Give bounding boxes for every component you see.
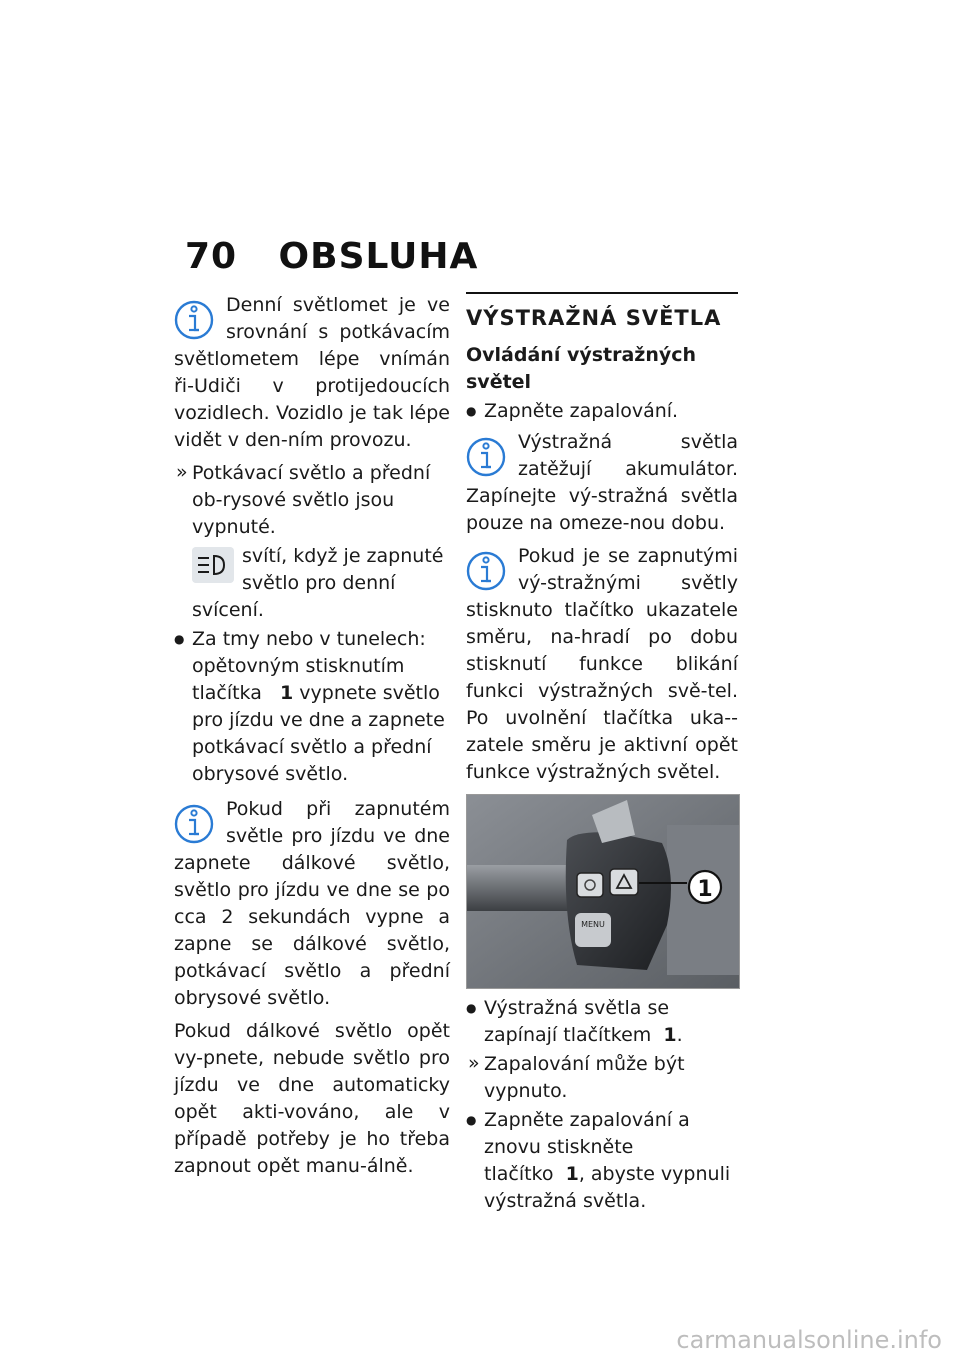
note-text: Výstražná světla zatěžují akumulátor. Zapínejte vý-stražná světla pouze na omeze-nou dobu.	[466, 431, 738, 534]
daytime-running-light-icon	[192, 547, 234, 583]
instruction-line: ● Za tmy nebo v tunelech:	[192, 628, 426, 650]
instruction-line: vypnete světlo	[299, 682, 440, 704]
section-title: VÝSTRAŽNÁ SVĚTLA	[466, 306, 722, 330]
indicator-text: svítí, když je zapnuté světlo pro denní svícení.	[192, 545, 444, 621]
info-icon	[466, 433, 510, 481]
result-item	[174, 460, 450, 541]
section-divider	[466, 292, 738, 294]
instruction-text: , abyste vypnuli výstražná světla.	[484, 1163, 731, 1212]
info-icon	[174, 296, 218, 344]
instruction-line: tlačítka	[192, 682, 262, 704]
button-reference: 1	[279, 682, 294, 704]
photo-callout-1: 1	[697, 877, 713, 902]
page-number: 70	[185, 236, 238, 277]
info-note	[174, 292, 450, 454]
result-item	[466, 1051, 738, 1105]
left-column	[174, 292, 450, 1180]
menu-label: MENU	[581, 920, 605, 929]
result-text: Zapalování může být vypnuto.	[484, 1053, 685, 1102]
note-text: Pokud je se zapnutými vý-stražnými světly stisknuto tlačítko ukazatele směru, na-hradí po dobu stisknutí funkce blikání funkci výstražných svě-tel. Po uvolnění tlačítka uka-zatele směru je aktivní opět funkce výstražných světel.	[466, 545, 738, 783]
watermark: carmanualsonline.info	[676, 1326, 942, 1354]
info-note	[466, 543, 738, 786]
instruction-text: Výstražná světla se zapínají tlačítkem	[484, 997, 670, 1046]
body-paragraph: Pokud dálkové světlo opět vy-pnete, nebude světlo pro jízdu ve dne automaticky opět akti-vováno, ale v případě potřeby je ho třeba zapnout opět manu-álně.	[174, 1020, 450, 1177]
instruction-text: Zapněte zapalování.	[484, 400, 679, 422]
page-title: OBSLUHA	[278, 236, 479, 277]
result-text: Potkávací světlo a přední ob-rysové světlo jsou vypnuté.	[192, 462, 431, 538]
info-icon	[174, 800, 218, 848]
page-header	[185, 236, 478, 277]
instruction-item	[174, 626, 450, 788]
instruction-line: obrysové světlo.	[192, 763, 349, 785]
instruction-text: Zapněte zapalování a znovu stiskněte tlačítko	[484, 1109, 690, 1185]
info-note	[174, 796, 450, 1012]
instruction-line: potkávací světlo a přední	[192, 736, 432, 758]
right-column	[466, 292, 738, 1217]
instruction-item	[466, 1107, 738, 1215]
note-text: Pokud při zapnutém světle pro jízdu ve dne zapnete dálkové světlo, světlo pro jízdu ve dne se po cca 2 sekundách vypne a zapne se dálkové světlo, potkávací světlo a přední obrysové světlo.	[174, 798, 450, 1009]
instruction-line: pro jízdu ve dne a zapnete	[192, 709, 445, 731]
note-text: Denní světlomet je ve srovnání s potkávacím světlometem lépe vnímán ři-Udiči v protijedoucích vozidlech. Vozidlo je tak lépe vidět v den-ním provozu.	[174, 294, 450, 451]
button-reference: 1	[663, 1024, 677, 1046]
info-icon	[466, 547, 510, 595]
instruction-item	[466, 398, 738, 425]
daytime-light-indicator	[174, 543, 450, 624]
button-reference: 1	[565, 1163, 579, 1185]
info-note	[466, 429, 738, 537]
subsection-title: Ovládání výstražných světel	[466, 344, 697, 393]
instruction-item: ● Výstražná světla se zapínají tlačítkem 1.	[466, 995, 738, 1049]
instruction-line: opětovným stisknutím	[192, 655, 405, 677]
switch-cluster-photo	[466, 794, 740, 989]
